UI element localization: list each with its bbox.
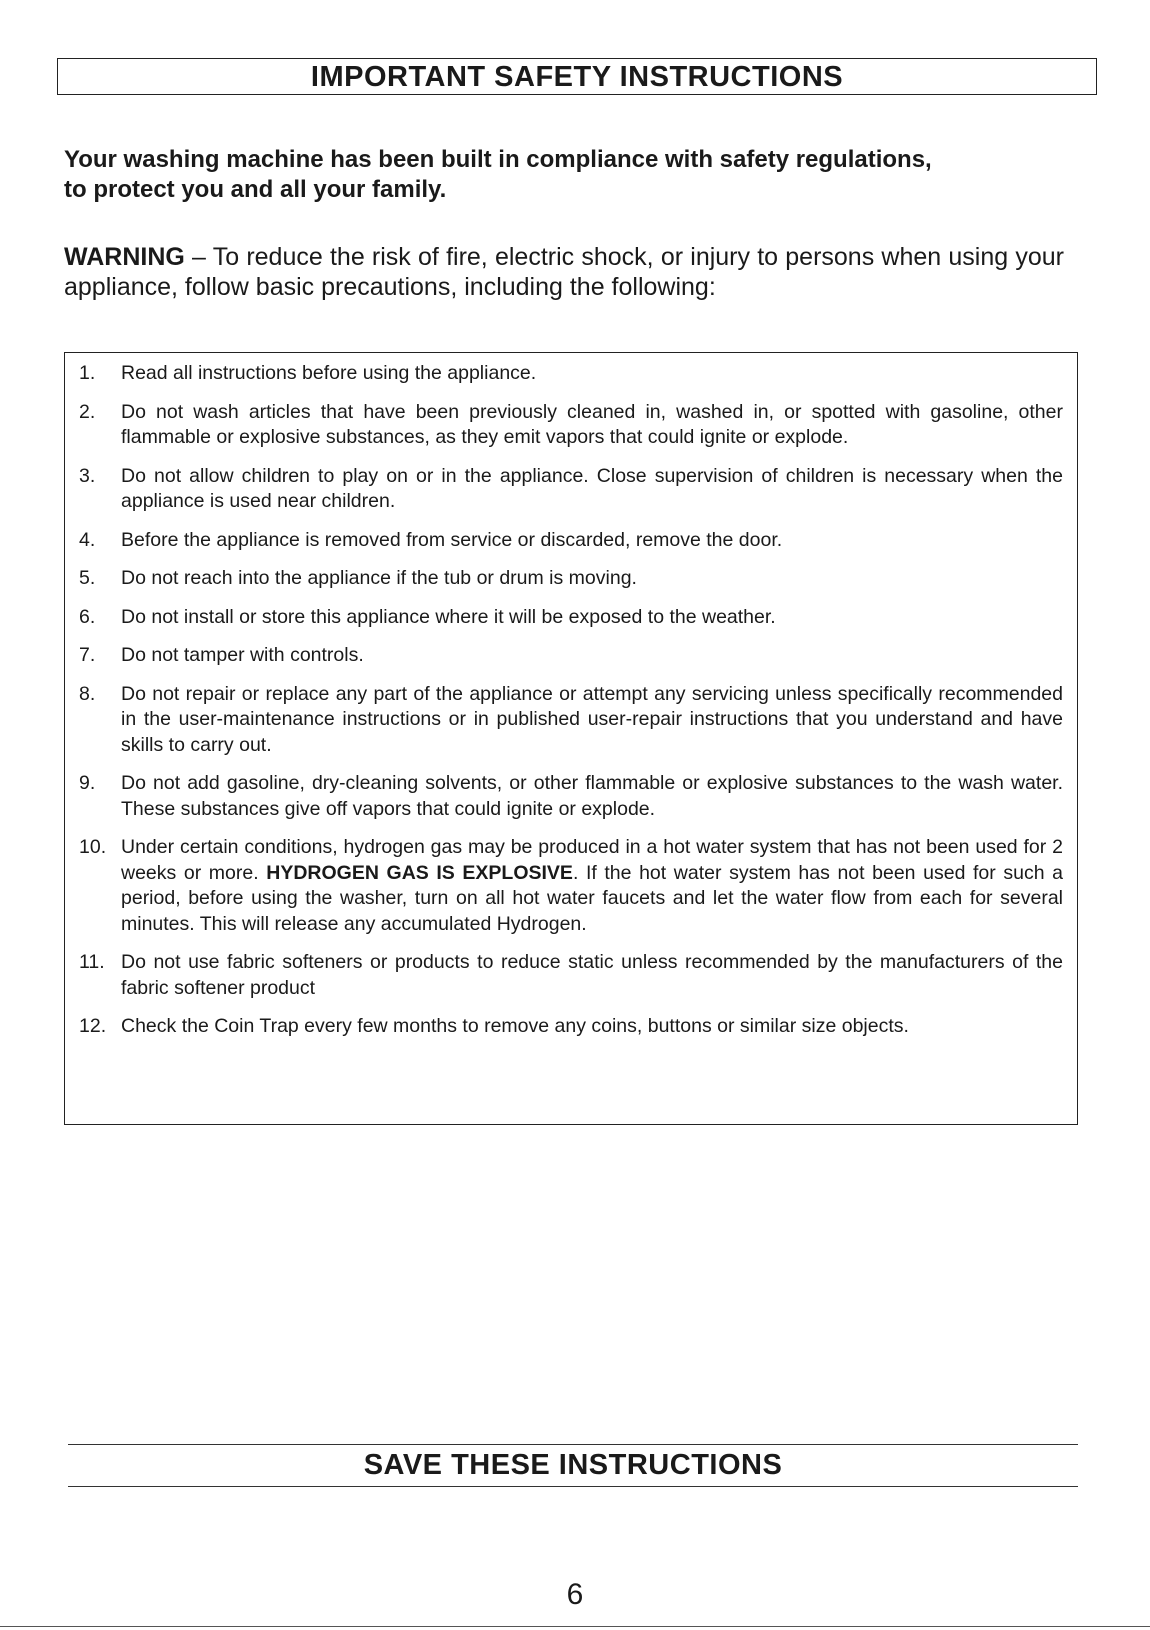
instruction-item-9 — [79, 771, 1063, 822]
instruction-text: Do not repair or replace any part of the appliance or attempt any servicing unless specifically recommended in the user-maintenance instructions or in published user-repair instructions that you understand and have skills to carry out. — [121, 682, 1063, 756]
instruction-number: 6. — [79, 605, 96, 628]
intro-statement — [64, 145, 1104, 205]
save-divider-bottom — [68, 1486, 1078, 1487]
instruction-text: Do not wash articles that have been previously cleaned in, washed in, or spotted with gasoline, other flammable or explosive substances, as they emit vapors that could ignite or explode. — [121, 400, 1063, 448]
instruction-item-8 — [79, 682, 1063, 759]
instruction-item-3 — [79, 464, 1063, 515]
instruction-text: Do not allow children to play on or in the appliance. Close supervision of children is necessary when the appliance is used near children. — [121, 464, 1063, 512]
intro-line-2: to protect you and all your family. — [64, 176, 447, 203]
instruction-text: Do not reach into the appliance if the tub or drum is moving. — [121, 567, 637, 589]
save-instructions-heading: SAVE THESE INSTRUCTIONS — [363, 1449, 783, 1481]
instruction-number: 7. — [79, 644, 96, 666]
warning-dash: – — [184, 243, 213, 271]
instruction-item-11 — [79, 950, 1063, 1001]
instruction-text-after: . If the hot water system has not been used for such a period, before using the washer, turn on all hot water faucets and let the water flow from each for several minutes. This will release any accumulated Hydrogen. — [121, 861, 1063, 935]
warning-text: To reduce the risk of fire, electric shock, or injury to persons when using your appliance, follow basic precautions, including the following: — [64, 243, 1065, 301]
title-box — [57, 58, 1097, 95]
hydrogen-warning: HYDROGEN GAS IS EXPLOSIVE — [266, 861, 573, 884]
instruction-item-5 — [79, 566, 1063, 592]
instruction-number: 1. — [79, 362, 96, 384]
instructions-list — [79, 361, 1063, 1053]
warning-paragraph — [64, 242, 1064, 302]
instruction-text: Do not tamper with controls. — [121, 644, 364, 666]
bottom-edge-line — [0, 1626, 1150, 1627]
instruction-text: Check the Coin Trap every few months to remove any coins, buttons or similar size objects. — [121, 1015, 909, 1037]
instruction-text: Do not install or store this appliance where it will be exposed to the weather. — [121, 605, 776, 628]
instruction-text: Do not add gasoline, dry-cleaning solvents, or other flammable or explosive substances to the wash water. These substances give off vapors that could ignite or explode. — [121, 772, 1063, 820]
instruction-item-10 — [79, 835, 1063, 937]
instruction-text: Do not use fabric softeners or products to reduce static unless recommended by the manufacturers of the fabric softener product — [121, 951, 1063, 999]
warning-label: WARNING — [64, 243, 185, 271]
instruction-number: 11. — [79, 951, 105, 973]
instruction-item-2 — [79, 400, 1063, 451]
page-title: IMPORTANT SAFETY INSTRUCTIONS — [310, 61, 844, 93]
intro-line-1: Your washing machine has been built in compliance with safety regulations, — [64, 146, 932, 173]
instruction-number: 2. — [79, 400, 96, 423]
save-divider-top — [68, 1444, 1078, 1445]
instruction-text: Read all instructions before using the appliance. — [121, 362, 537, 384]
instruction-item-6 — [79, 605, 1063, 631]
instruction-number: 9. — [79, 772, 96, 794]
instruction-number: 5. — [79, 567, 96, 589]
instruction-item-1 — [79, 361, 1063, 387]
instruction-text: Before the appliance is removed from service or discarded, remove the door. — [121, 528, 783, 551]
instruction-number: 12. — [79, 1015, 107, 1037]
instruction-number: 8. — [79, 682, 96, 705]
instruction-item-4 — [79, 528, 1063, 554]
instructions-box — [64, 352, 1078, 1125]
instruction-item-7 — [79, 643, 1063, 669]
page-number: 6 — [566, 1578, 584, 1611]
instruction-item-12 — [79, 1014, 1063, 1040]
instruction-number: 3. — [79, 464, 96, 487]
instruction-number: 4. — [79, 528, 96, 551]
instruction-number: 10. — [79, 836, 107, 858]
instruction-text-before: Under certain conditions, hydrogen gas may be produced in a hot water system that has not been used for 2 weeks or more. — [121, 836, 1063, 884]
